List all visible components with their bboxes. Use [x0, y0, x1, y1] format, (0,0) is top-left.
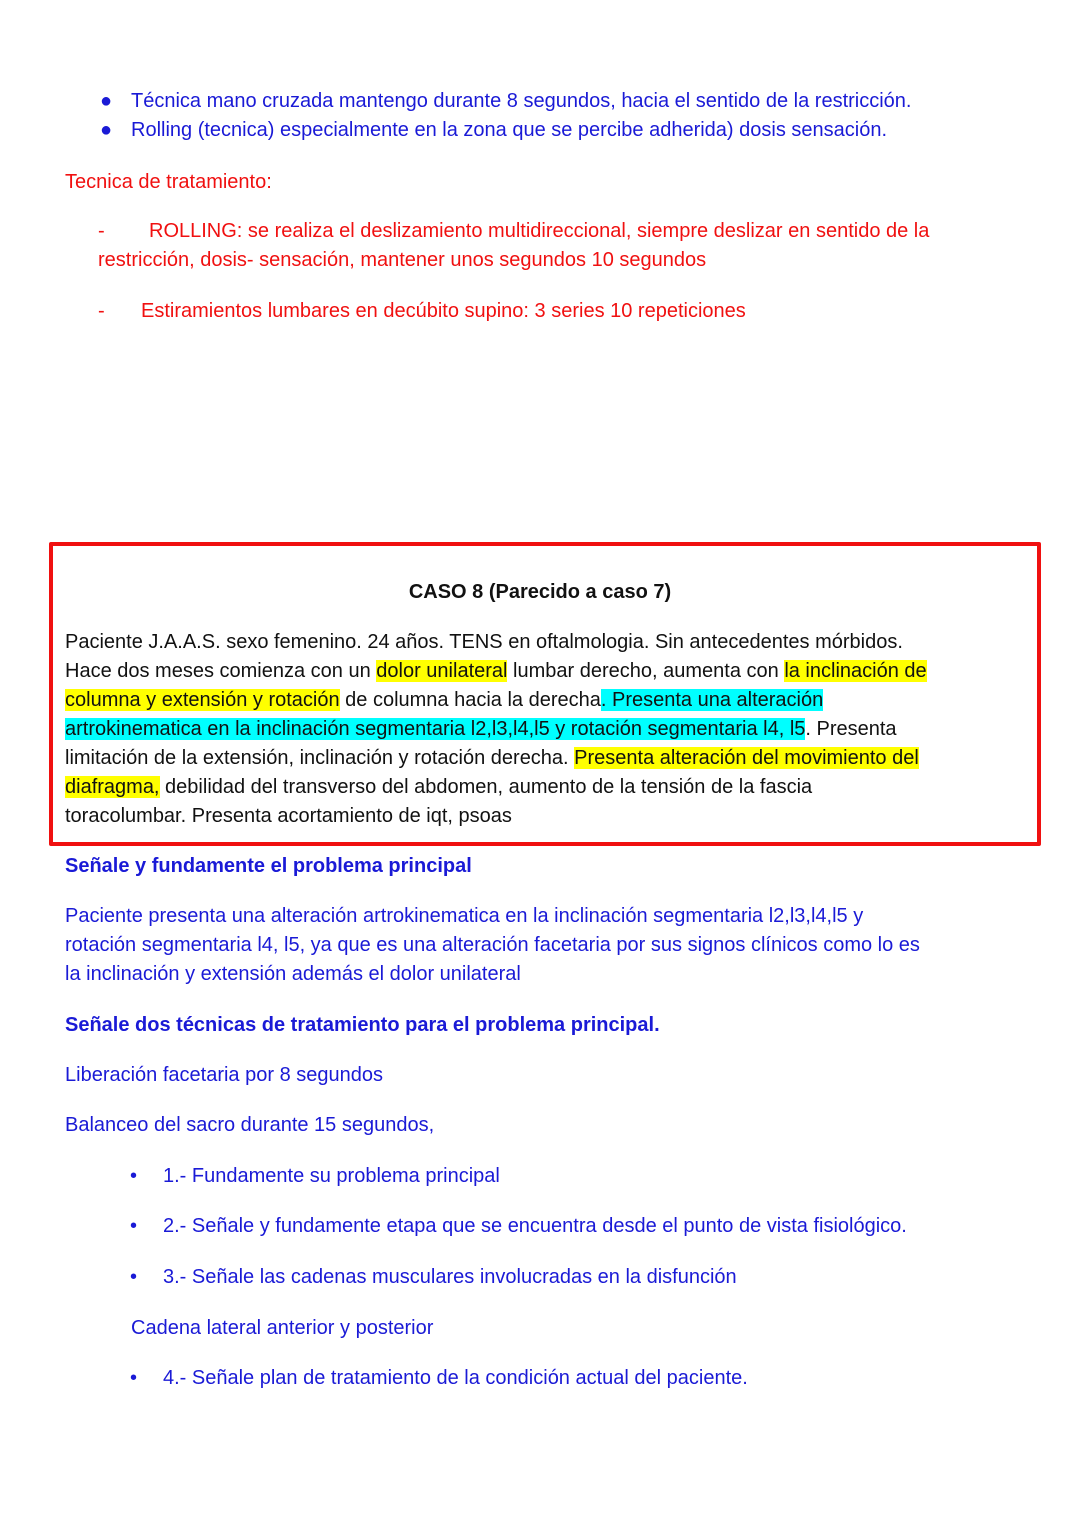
dash: - [98, 300, 105, 322]
case-line [65, 802, 512, 831]
bullet-icon: • [130, 1165, 138, 1187]
bullet-icon: • [130, 1367, 138, 1389]
highlighted-text: Presenta alteración del movimiento del [574, 747, 919, 769]
top-bullet: Técnica mano cruzada mantengo durante 8 segundos, hacia el sentido de la restricción. [131, 90, 912, 112]
case-text: Hace dos meses comienza con un [65, 660, 377, 682]
q1-answer-line: Paciente presenta una alteración artrokinematica en la inclinación segmentaria l2,l3,l4,l5 y [65, 905, 864, 927]
treatment-item-line: restricción, dosis- sensación, mantener unos segundos 10 segundos [98, 249, 707, 271]
highlighted-text: la inclinación de [784, 660, 927, 682]
highlighted-text: diafragma, [65, 776, 160, 798]
bullet-icon: ● [100, 90, 113, 112]
case-text: lumbar derecho, aumenta con [507, 660, 785, 682]
q1-answer-line: rotación segmentaria l4, l5, ya que es una alteración facetaria por sus signos clínicos como lo es [65, 934, 920, 956]
q2-answer: Liberación facetaria por 8 segundos [65, 1064, 383, 1086]
chains-answer: Cadena lateral anterior y posterior [131, 1317, 434, 1339]
case-text: . Presenta [805, 718, 897, 740]
case-text: toracolumbar. Presenta acortamiento de iqt, psoas [65, 805, 512, 827]
case-text: limitación de la extensión, inclinación y rotación derecha. [65, 747, 575, 769]
treatment-item-line: ROLLING: se realiza el deslizamiento multidireccional, siempre deslizar en sentido de la [149, 220, 930, 242]
question-item: 4.- Señale plan de tratamiento de la condición actual del paciente. [163, 1367, 748, 1389]
case-text: de columna hacia la derecha [339, 689, 601, 711]
dash: - [98, 220, 105, 242]
case-line [65, 686, 823, 715]
question-item: 2.- Señale y fundamente etapa que se encuentra desde el punto de vista fisiológico. [163, 1215, 907, 1237]
top-bullet: Rolling (tecnica) especialmente en la zona que se percibe adherida) dosis sensación. [131, 119, 887, 141]
case-line [65, 657, 927, 686]
q2-heading: Señale dos técnicas de tratamiento para el problema principal. [65, 1014, 660, 1036]
bullet-icon: • [130, 1215, 138, 1237]
highlighted-text: columna y extensión y rotación [65, 689, 340, 711]
q2-answer: Balanceo del sacro durante 15 segundos, [65, 1114, 435, 1136]
case-line [65, 715, 897, 744]
case-title: CASO 8 (Parecido a caso 7) [408, 581, 672, 603]
case-line [65, 773, 812, 802]
case-line [65, 628, 903, 657]
bullet-icon: • [130, 1266, 138, 1288]
question-item: 1.- Fundamente su problema principal [163, 1165, 500, 1187]
treatment-item-line: Estiramientos lumbares en decúbito supino: 3 series 10 repeticiones [141, 300, 746, 322]
highlighted-text: dolor unilateral [376, 660, 508, 682]
case-text: Paciente J.A.A.S. sexo femenino. 24 años. TENS en oftalmologia. Sin antecedentes mórbidos. [65, 631, 903, 653]
treatment-heading: Tecnica de tratamiento: [65, 171, 272, 193]
question-item: 3.- Señale las cadenas musculares involucradas en la disfunción [163, 1266, 737, 1288]
highlighted-text: . Presenta una alteración [600, 689, 824, 711]
highlighted-text: artrokinematica en la inclinación segmentaria l2,l3,l4,l5 y rotación segmentaria l4, l5 [65, 718, 806, 740]
bullet-icon: ● [100, 119, 113, 141]
q1-answer-line: la inclinación y extensión además el dolor unilateral [65, 963, 521, 985]
case-line [65, 744, 919, 773]
q1-heading: Señale y fundamente el problema principal [65, 855, 472, 877]
case-text: debilidad del transverso del abdomen, aumento de la tensión de la fascia [159, 776, 813, 798]
